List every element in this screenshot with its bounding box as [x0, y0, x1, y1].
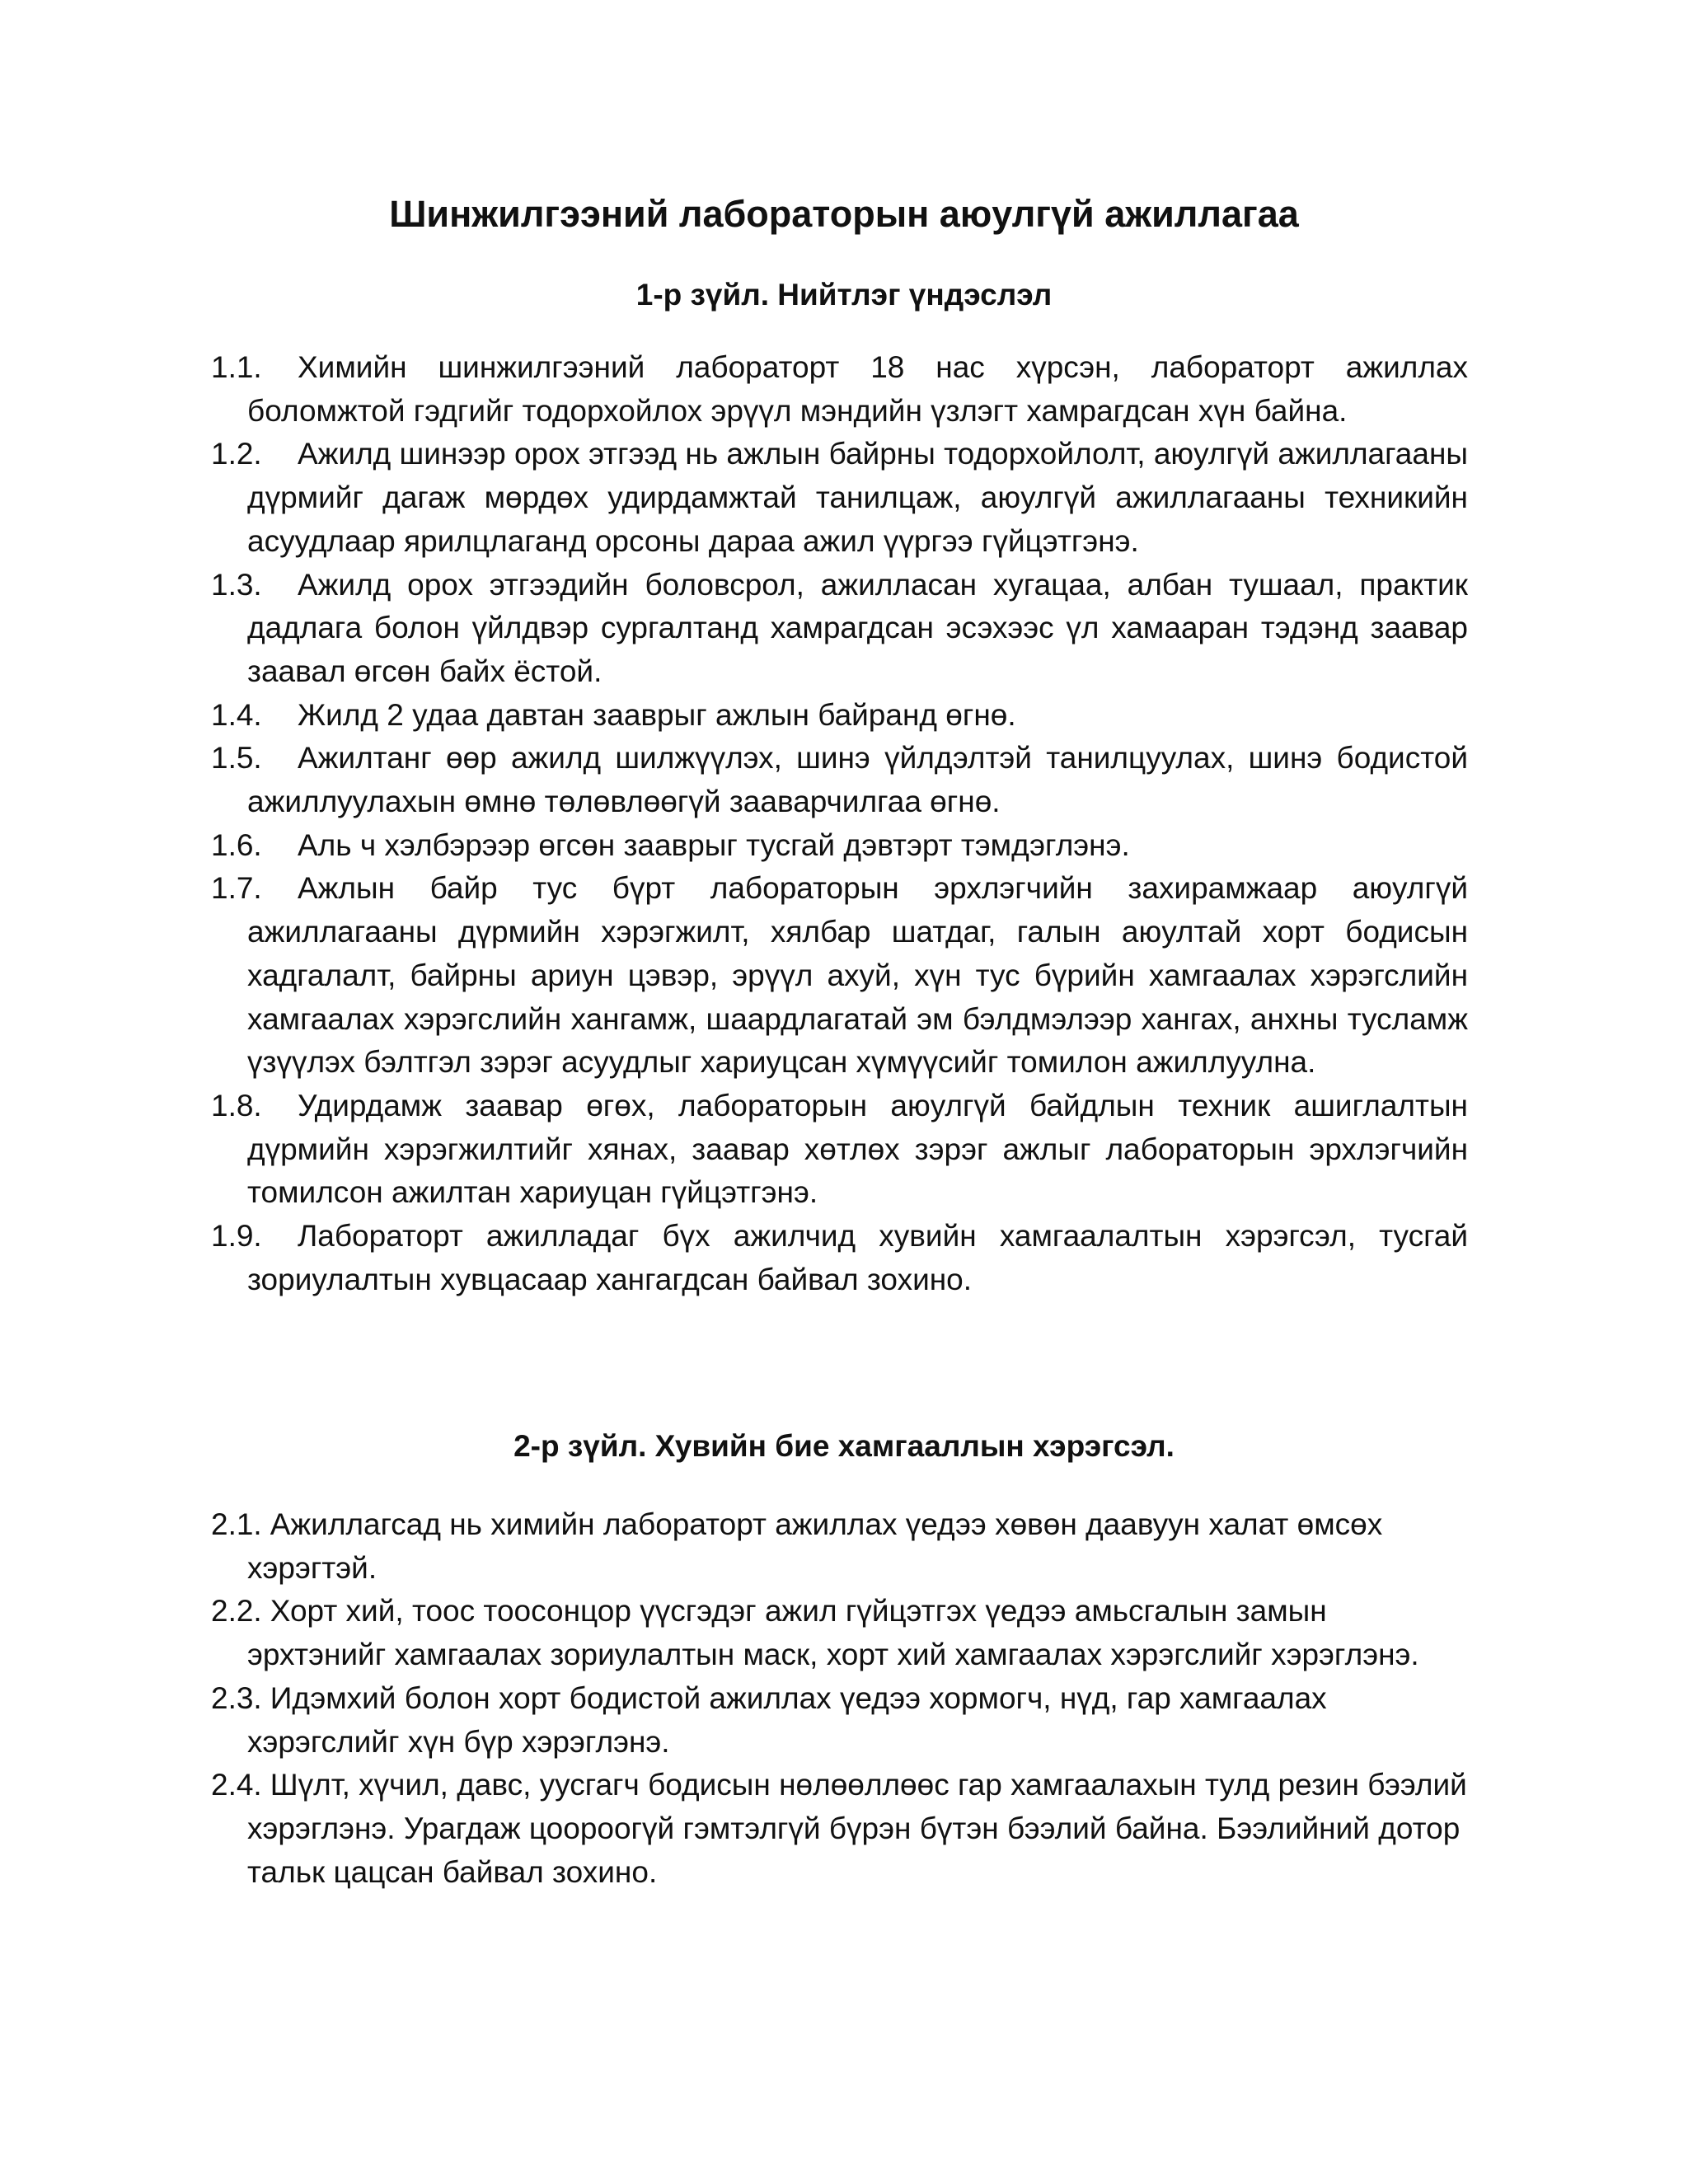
item-text: Аль ч хэлбэрээр өгсөн зааврыг тусгай дэвтэрт тэмдэглэнэ. — [298, 827, 1130, 862]
item-number: 1.4. — [211, 697, 262, 732]
item-text: Хорт хий, тоос тоосонцор үүсгэдэг ажил гүйцэтгэх үедээ амьсгалын замын эрхтэнийг хамгаалах зориулалтын маск, хорт хий хамгаалах хэрэгслийг хэрэглэнэ. — [247, 1594, 1419, 1672]
item-text: Шүлт, хүчил, давс, уусгагч бодисын нөлөөллөөс гар хамгаалахын тулд резин бээлий хэрэглэнэ. Урагдаж цоороогүй гэмтэлгүй бүрэн бүтэн бээлий байна. Бээлийний дотор тальк цацсан байвал зохино. — [247, 1768, 1467, 1889]
item-number: 2.2. — [211, 1594, 262, 1629]
item-text: Ажиллагсад нь химийн лабораторт ажиллах үедээ хөвөн даавуун халат өмсөх хэрэгтэй. — [247, 1507, 1383, 1585]
item-text: Химийн шинжилгээний лабораторт 18 нас хүрсэн, лабораторт ажиллах боломжтой гэдгийг тодорхойлох эрүүл мэндийн үзлэгт хамрагдсан хүн байна. — [247, 350, 1468, 428]
item-text: Удирдамж заавар өгөх, лабораторын аюулгүй байдлын техник ашиглалтын дүрмийн хэрэгжилтийг хянах, заавар хөтлөх зэрэг ажлыг лабораторын эрхлэгчийн томилсон ажилтан хариуцан гүйцэтгэнэ. — [247, 1088, 1468, 1210]
list-item — [211, 433, 1468, 563]
section-2-heading: 2-р зүйл. Хувийн бие хамгааллын хэрэгсэл. — [513, 1429, 1175, 1463]
item-text: Лабораторт ажилладаг бүх ажилчид хувийн хамгаалалтын хэрэгсэл, тусгай зориулалтын хувцасаар хангагдсан байвал зохино. — [247, 1219, 1468, 1296]
item-number: 1.3. — [211, 567, 262, 602]
list-item — [211, 1677, 1468, 1764]
list-item — [211, 1215, 1468, 1301]
item-text: Ажилтанг өөр ажилд шилжүүлэх, шинэ үйлдэлтэй танилцуулах, шинэ бодистой ажиллуулахын өмнө төлөвлөөгүй зааварчилгаа өгнө. — [247, 741, 1468, 819]
list-item — [211, 737, 1468, 823]
item-number: 1.5. — [211, 741, 262, 776]
item-number: 1.2. — [211, 437, 262, 471]
item-text: Ажилд орох этгээдийн боловсрол, ажилласан хугацаа, албан тушаал, практик дадлага болон үйлдвэр сургалтанд хамрагдсан эсэхээс үл хамааран тэдэнд заавар заавал өгсөн байх ёстой. — [247, 567, 1468, 688]
list-item — [211, 824, 1468, 868]
item-number: 1.9. — [211, 1219, 262, 1254]
item-number: 2.1. — [211, 1507, 262, 1541]
item-text: Ажлын байр тус бүрт лабораторын эрхлэгчийн захирамжаар аюулгүй ажиллагааны дүрмийн хэрэгжилт, хялбар шатдаг, галын аюултай хорт бодисын хадгалалт, байрны ариун цэвэр, эрүүл ахуй, хүн тус бүрийн хамгаалах хэрэгслийн хамгаалах хэрэгслийн хангамж, шаардлагатай эм бэлдмэлээр хангах, анхны тусламж үзүүлэх бэлтгэл зэрэг асуудлыг хариуцсан хүмүүсийг томилон ажиллуулна. — [247, 871, 1468, 1080]
list-item — [211, 346, 1468, 433]
list-item — [211, 564, 1468, 694]
list-item — [211, 694, 1468, 738]
item-number: 1.6. — [211, 827, 262, 862]
item-number: 2.3. — [211, 1680, 262, 1715]
list-item — [211, 1590, 1468, 1676]
item-number: 1.1. — [211, 350, 262, 384]
list-item — [211, 1503, 1468, 1590]
item-text: Ажилд шинээр орох этгээд нь ажлын байрны тодорхойлолт, аюулгүй ажиллагааны дүрмийг дагаж мөрдөх удирдамжтай танилцаж, аюулгүй ажиллагааны техникийн асуудлаар ярилцлаганд орсоны дараа ажил үүргээ гүйцэтгэнэ. — [247, 437, 1468, 558]
list-item — [211, 867, 1468, 1085]
list-item — [211, 1085, 1468, 1215]
section-1-heading: 1-р зүйл. Нийтлэг үндэслэл — [635, 278, 1053, 312]
item-text: Идэмхий болон хорт бодистой ажиллах үедээ хормогч, нүд, гар хамгаалах хэрэгслийг хүн бүр хэрэглэнэ. — [247, 1680, 1327, 1759]
item-text: Жилд 2 удаа давтан зааврыг ажлын байранд өгнө. — [298, 697, 1016, 732]
list-item — [211, 1764, 1468, 1894]
item-number: 2.4. — [211, 1768, 262, 1802]
document-title: Шинжилгээний лабораторын аюулгүй ажиллагаа — [389, 193, 1299, 235]
item-number: 1.8. — [211, 1088, 262, 1122]
item-number: 1.7. — [211, 871, 262, 906]
section-2-list — [211, 1503, 1468, 1894]
section-1-list — [211, 346, 1468, 1301]
